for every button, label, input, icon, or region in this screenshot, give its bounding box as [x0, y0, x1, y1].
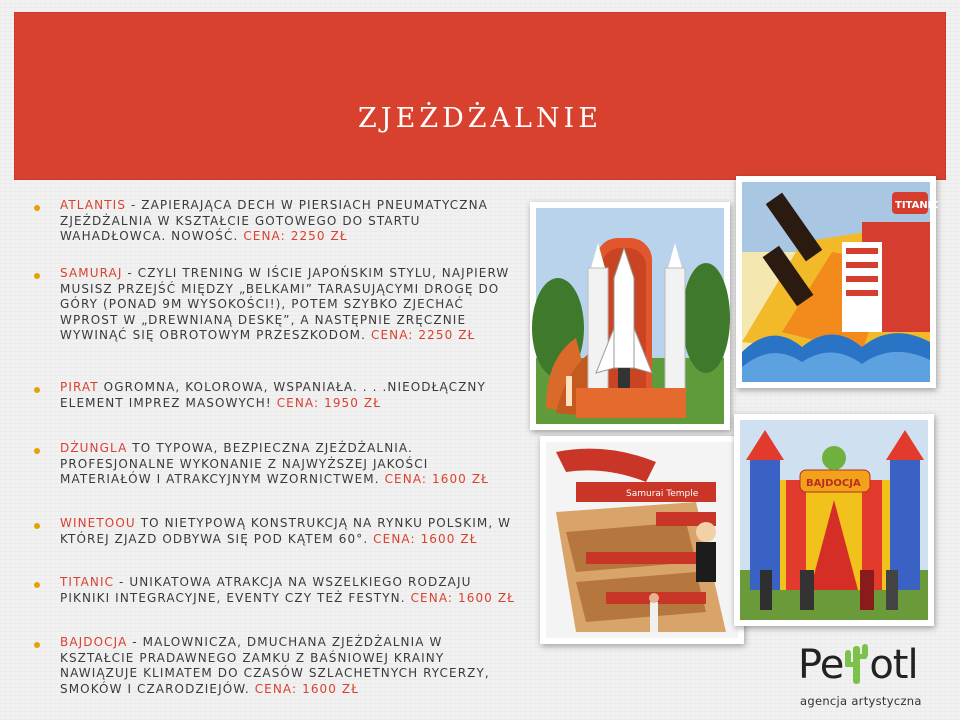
- logo-word-start: Pe: [798, 642, 844, 688]
- list-item: [60, 198, 520, 245]
- item-name: BAJDOCJA: [60, 635, 128, 649]
- bullet-dot: [34, 642, 40, 648]
- item-name: SAMURAJ: [60, 266, 123, 280]
- atlantis-illustration: [536, 208, 724, 424]
- item-description: OGROMNA, KOLOROWA, WSPANIAŁA. . . .NIEODŁĄCZNY ELEMENT IMPREZ MASOWYCH!: [60, 380, 486, 410]
- item-description: TO NIETYPOWĄ KONSTRUKCJĄ NA RYNKU POLSKIM, W KTÓREJ ZJAZD ODBYWA SIĘ POD KĄTEM 60°.: [60, 516, 512, 546]
- item-price: CENA: 1600 ZŁ: [254, 681, 360, 696]
- item-description: TO TYPOWA, BEZPIECZNA ZJEŻDŻALNIA. PROFESJONALNE WYKONANIE Z NAJWYŻSZEJ JAKOŚCI MATERIAŁÓW I ATRAKCYJNYM WZORNICTWEM.: [60, 441, 429, 486]
- bullet-dot: [34, 387, 40, 393]
- item-text: [60, 198, 520, 245]
- item-price: CENA: 1600 ZŁ: [384, 472, 489, 486]
- list-item: [60, 266, 520, 344]
- item-name: DŻUNGLA: [60, 441, 128, 455]
- titanic-photo: [736, 176, 939, 388]
- logo-subtitle: agencja artystyczna: [800, 694, 922, 708]
- logo-word-end: otl: [869, 642, 918, 688]
- item-price: CENA: 2250 ZŁ: [243, 229, 348, 243]
- item-price: CENA: 1600 ZŁ: [410, 590, 515, 605]
- item-description: - UNIKATOWA ATRAKCJA NA WSZELKIEGO RODZAJU PIKNIKI INTEGRACYJNE, EVENTY CZY TEŻ FESTYN.: [60, 575, 472, 605]
- castle-sign: BAJDOCJA: [806, 478, 861, 489]
- item-name: PIRAT: [60, 380, 99, 394]
- item-price: CENA: 1600 ZŁ: [373, 531, 478, 546]
- titanic-sign: TITANIC: [895, 200, 939, 211]
- list-item: [60, 575, 520, 606]
- bullet-dot: [34, 523, 40, 529]
- list-item: [60, 380, 520, 411]
- list-item: [60, 516, 520, 547]
- item-text: [60, 441, 520, 488]
- logo-word: [798, 642, 918, 688]
- bullet-dot: [34, 582, 40, 588]
- title-banner: [14, 12, 946, 180]
- samurai-sign: Samurai Temple: [626, 489, 699, 499]
- atlantis-photo: [530, 202, 730, 430]
- cactus-icon: [843, 644, 869, 684]
- titanic-illustration: [742, 182, 939, 382]
- item-name: TITANIC: [60, 575, 115, 589]
- bajdocja-illustration: [740, 420, 928, 620]
- bajdocja-photo: [734, 414, 934, 626]
- bullet-dot: [34, 273, 40, 279]
- list-item: [60, 441, 520, 488]
- item-text: [60, 575, 520, 606]
- slide-title: zjeżdżalnie: [358, 92, 602, 136]
- item-description: - MALOWNICZA, DMUCHANA ZJEŻDŻALNIA W KSZTAŁCIE PRADAWNEGO ZAMKU Z BAŚNIOWEJ KRAINY NAWIĄZUJE KLIMATEM DO CZASÓW SZLACHETNYCH RYCERZY, SMOKÓW I CZARODZIEJÓW.: [60, 635, 490, 696]
- item-text: [60, 266, 520, 344]
- item-text: [60, 635, 520, 697]
- item-price: CENA: 1950 ZŁ: [276, 395, 382, 410]
- peyotl-logo: [790, 636, 930, 716]
- list-item: [60, 635, 520, 697]
- samurai-photo: [540, 436, 744, 644]
- item-name: WINETOOU: [60, 516, 136, 530]
- item-description: - CZYLI TRENING W IŚCIE JAPOŃSKIM STYLU, NAJPIERW MUSISZ PRZEJŚĆ MIĘDZY „BELKAMI” TARASUJĄCYMI DROGĘ DO GÓRY (PONAD 9M WYSOKOŚCI!), POTEM SZYBKO ZJECHAĆ WPROST W „DREWNIANĄ DESKĘ”, A NASTĘPNIE ZRĘCZNIE WYWINĄĆ SIĘ OBROTOWYM PRZESZKODOM.: [60, 266, 510, 342]
- item-name: ATLANTIS: [60, 198, 127, 212]
- samurai-illustration: [546, 442, 738, 638]
- item-price: CENA: 2250 ZŁ: [370, 328, 476, 342]
- item-description: - ZAPIERAJĄCA DECH W PIERSIACH PNEUMATYCZNA ZJEŻDŻALNIA W KSZTAŁCIE GOTOWEGO DO STARTU WAHADŁOWCA. NOWOŚĆ.: [60, 198, 488, 243]
- bullet-dot: [34, 448, 40, 454]
- item-text: [60, 380, 520, 411]
- item-text: [60, 516, 520, 547]
- bullet-dot: [34, 205, 40, 211]
